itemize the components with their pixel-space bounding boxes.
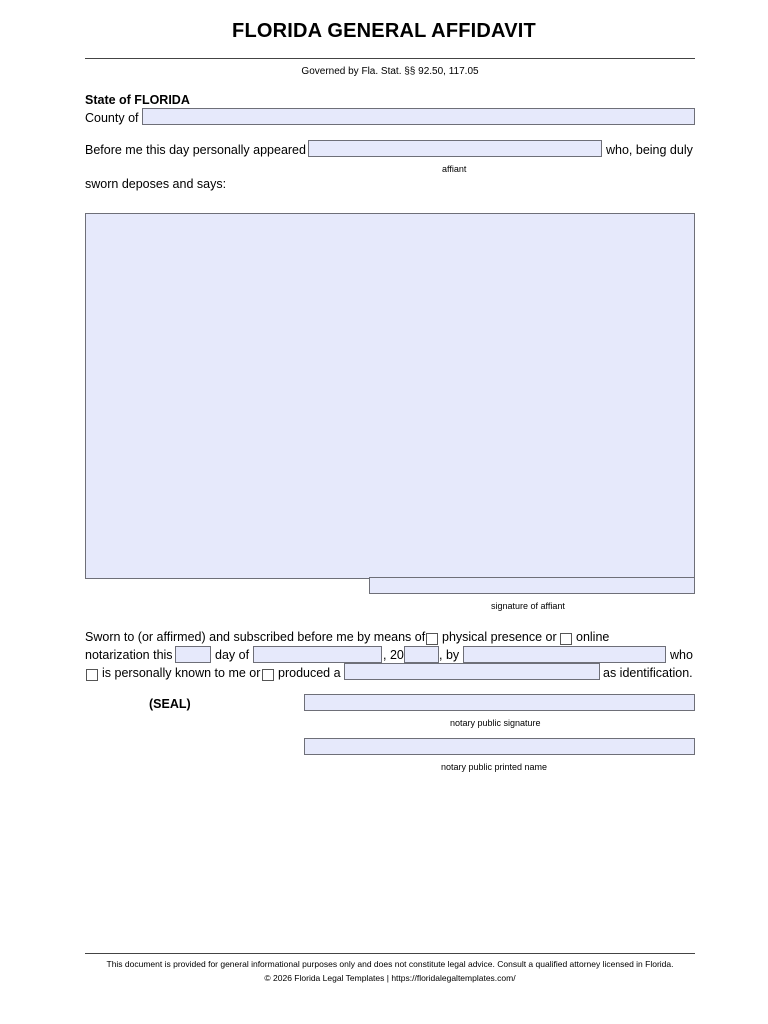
affiant-signature-field[interactable] (369, 577, 695, 594)
notary-signature-caption: notary public signature (450, 718, 541, 728)
notary-printed-name-input[interactable] (304, 738, 695, 755)
affiant-caption: affiant (442, 164, 467, 174)
notary-signature-field[interactable] (304, 694, 695, 711)
as-identification-label: as identification. (603, 666, 693, 680)
document-title: FLORIDA GENERAL AFFIDAVIT (232, 20, 536, 42)
before-me-label: Before me this day personally appeared (85, 143, 306, 157)
county-input[interactable] (142, 108, 695, 125)
comma-20-label: , 20 (383, 648, 404, 662)
copyright-text: © 2026 Florida Legal Templates | https://floridalegaltemplates.com/ (264, 973, 516, 983)
header-divider (85, 58, 695, 59)
statute-citation: Governed by Fla. Stat. §§ 92.50, 117.05 (301, 66, 479, 77)
sworn-to-label: Sworn to (or affirmed) and subscribed before me by means of (85, 630, 426, 644)
state-label: State of FLORIDA (85, 93, 190, 107)
identification-type-input[interactable] (344, 663, 600, 680)
physical-presence-label: physical presence or (442, 630, 557, 644)
comma-by-label: , by (439, 648, 460, 662)
seal-label: (SEAL) (149, 697, 191, 711)
personally-known-label: is personally known to me or (102, 666, 261, 680)
physical-presence-checkbox[interactable] (426, 633, 438, 645)
sworn-deposes-label: sworn deposes and says: (85, 177, 227, 191)
affiant-name-input[interactable] (308, 140, 602, 157)
online-checkbox[interactable] (560, 633, 572, 645)
day-of-label: day of (215, 648, 250, 662)
affidavit-statement-textarea[interactable] (85, 213, 695, 579)
county-label: County of (85, 111, 139, 125)
year-input[interactable] (404, 646, 439, 663)
day-input[interactable] (175, 646, 211, 663)
online-label: online (576, 630, 610, 644)
personally-known-checkbox[interactable] (86, 669, 98, 681)
notary-printed-name-caption: notary public printed name (441, 762, 548, 772)
subscriber-name-input[interactable] (463, 646, 666, 663)
notarization-this-label: notarization this (85, 648, 173, 662)
who-label: who (670, 648, 693, 662)
produced-id-checkbox[interactable] (262, 669, 274, 681)
footer-divider (85, 953, 695, 954)
disclaimer-text: This document is provided for general informational purposes only and does not constitute legal advice. Consult a qualified attorney licensed in Florida. (106, 959, 674, 969)
who-being-duly-label: who, being duly (606, 143, 693, 157)
affiant-signature-caption: signature of affiant (491, 601, 565, 611)
produced-label: produced a (278, 666, 341, 680)
month-input[interactable] (253, 646, 382, 663)
